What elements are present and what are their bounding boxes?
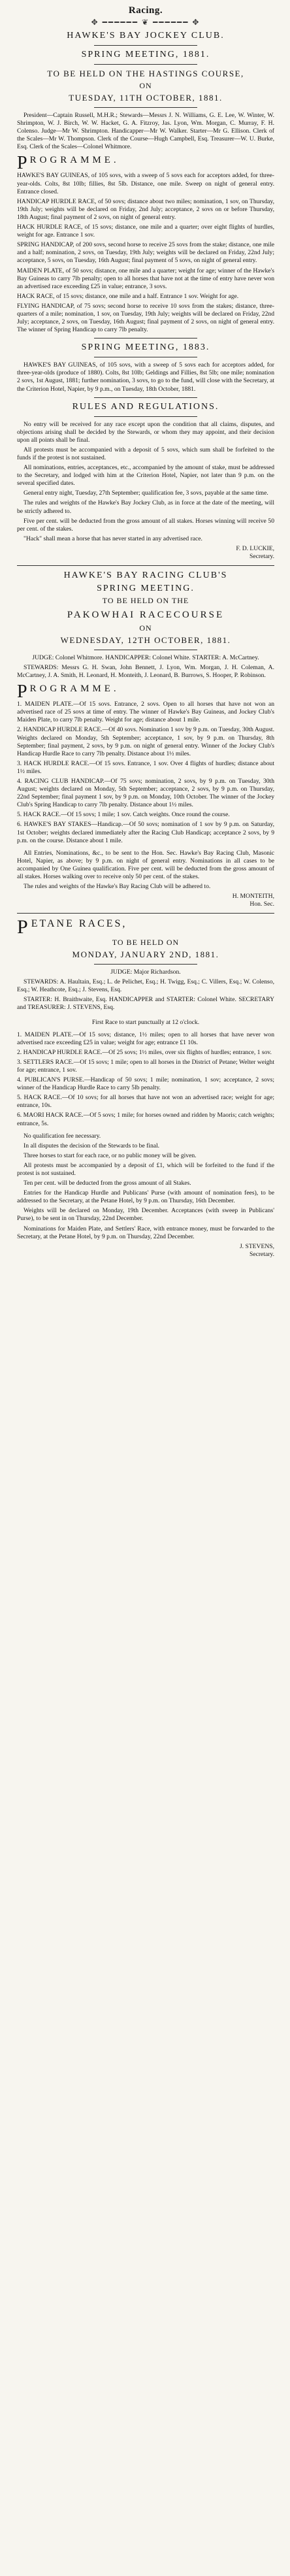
racing-stewards: STEWARDS: Messrs G. H. Swan, John Bennett, J. Lyon, Wm. Morgan, J. H. Coleman, A. McCartney, J. A. Smith, H. Leonard, H. Monteith, J. Leonard, B. Burrows, S. Hooper, P. Robinson. bbox=[17, 663, 274, 680]
section-title: Racing. bbox=[128, 5, 163, 16]
signature-role: Hon. Sec. bbox=[250, 900, 274, 908]
future-meeting-title: SPRING MEETING, 1883. bbox=[81, 342, 210, 353]
rule-item: General entry night, Tuesday, 27th September; qualification fee, 3 sovs, payable at the same time. bbox=[24, 489, 268, 497]
rule-item: No qualification fee necessary. bbox=[24, 1132, 101, 1140]
petane-officials: STARTER: H. Braithwaite, Esq. HANDICAPPER and STARTER: Colonel White. SECRETARY and TREASURER: J. STEVENS, Esq. bbox=[17, 996, 274, 1012]
divider bbox=[94, 338, 197, 339]
rule-item: In all disputes the decision of the Stewards to be final. bbox=[24, 1142, 160, 1149]
rule-item: Ten per cent. will be deducted from the gross amount of all Stakes. bbox=[24, 1180, 191, 1187]
race-entry: 1. MAIDEN PLATE.—Of 15 sovs. Entrance, 2 sovs. Open to all horses that have not won an advertised race of 25 sovs at time of entry. The winner of Hawke's Bay Guineas, and Jockey Club's Maiden Plate, to carry 7lb penalty. Weight for age; distance about 1 mile. bbox=[17, 701, 274, 724]
race-entry: FLYING HANDICAP, of 75 sovs; second horse to receive 10 sovs from the stakes; distance, three-quarters of a mile; nomination, 1 sov, on Tuesday, 19th July; weights will be declared on Friday, 22nd July; acceptance, 2 sovs, on Tuesday, 16th August; final payment of 2 sovs, on night of general entry. The winner of Spring Handicap to carry 7lb penalty. bbox=[17, 302, 274, 334]
rule-item: All protests must be accompanied with a deposit of 5 sovs, which sum shall be forfeited to the funds if the protest is not sustained. bbox=[17, 446, 274, 461]
rule-item: Entries for the Handicap Hurdle and Publicans' Purse (with amount of nomination fees), to be addressed to the Secretary, at the Petane Hotel, by 9 p.m. on Thursday, 16th December. bbox=[17, 1189, 274, 1205]
ornament-divider: ✥ ━━━━━━ ❦ ━━━━━━ ✥ bbox=[91, 18, 201, 27]
racing-club-name: HAWKE'S BAY RACING CLUB'S bbox=[63, 570, 228, 580]
rule-item: Five per cent. will be deducted from the gross amount of all stakes. Horses winning will receive 50 per cent. of the stakes. bbox=[17, 517, 274, 533]
signature-name: J. STEVENS, bbox=[239, 1242, 274, 1250]
race-entry: 5. HACK RACE.—Of 15 sovs; 1 mile; 1 sov. Catch weights. Once round the course. bbox=[17, 811, 230, 819]
race-entry: 6. HAWKE'S BAY STAKES—Handicap.—Of 50 sovs; nomination of 1 sov by 9 p.m. on Saturday, 1st October; weights declared immediately after the Racing Club Handicap; acceptance 2 sovs, by 9 p.m. on the course. Distance about 1 mile. bbox=[17, 821, 274, 844]
jockey-programme-heading bbox=[17, 153, 274, 174]
jockey-meeting-title: SPRING MEETING, 1881. bbox=[81, 50, 210, 59]
petane-held-on: TO BE HELD ON bbox=[112, 938, 180, 948]
divider bbox=[94, 107, 197, 108]
race-entry: 2. HANDICAP HURDLE RACE.—Of 40 sovs. Nomination 1 sov by 9 p.m. on Tuesday, 30th August. Weights declared on Monday, 5th September; acceptance, 1 sov, by 9 p.m. on Thursday, 8th September; final payment, 2 sovs, by 9 p.m. on night of general entry. Winner of the Jockey Club's Handicap Hurdle Race to carry 7lb penalty. Distance about 1½ miles. bbox=[17, 726, 274, 757]
drop-cap: P bbox=[17, 916, 28, 938]
race-entry: 4. RACING CLUB HANDICAP.—Of 75 sovs; nomination, 2 sovs, by 9 p.m. on Tuesday, 30th August; weights declared on Monday, 5th September; acceptance, 2 sovs, by 9 p.m. on Thursday, 22nd September; final payment 1 sov, by 9 p.m. on Monday, 10th October. The winner of the Jockey Club's Spring Handicap to carry 7lb penalty. Distance about 1½ miles. bbox=[17, 777, 274, 809]
rule-item: Nominations for Maiden Plate, and Settlers' Race, with entrance money, must be forwarded to the Secretary, at the Petane Hotel, by 9 p.m. on Thursday, 22nd December. bbox=[17, 1225, 274, 1240]
petane-title-text: ETANE RACES, bbox=[31, 918, 127, 930]
rules-title: RULES AND REGULATIONS. bbox=[72, 401, 219, 412]
advert-divider bbox=[17, 565, 274, 566]
jockey-on: ON bbox=[139, 81, 152, 90]
future-race-entry: HAWKE'S BAY GUINEAS, of 105 sovs, with a sweep of 5 sovs each for acceptors added, for three-year-olds (produce of 1880). Colts, 8st 10lb; Geldings and Fillies, 8st 5lb; one mile; nomination 2 sovs, 1st August, 1881; further nomination, 3 sovs, to go to the fund, will close with the Secretary, at the Criterion Hotel, Napier, by 9 p.m., on Tuesday, 18th October, 1881. bbox=[17, 361, 274, 393]
petane-judge: JUDGE: Major Richardson. bbox=[110, 968, 181, 976]
rule-item: Weights will be declared on Monday, 19th December. Acceptances (with sweep in Publicans' Purse), to be sent in on Thursday, 22nd December. bbox=[17, 1207, 274, 1223]
race-entry: 2. HANDICAP HURDLE RACE.—Of 25 sovs; 1½ miles, over six flights of hurdles; entrance, 1 sov. bbox=[17, 1048, 272, 1056]
racing-note: The rules and weights of the Hawke's Bay Racing Club will be adhered to. bbox=[24, 883, 211, 891]
advert-divider bbox=[17, 913, 274, 914]
divider bbox=[94, 45, 197, 46]
petane-signature bbox=[17, 1243, 274, 1259]
racing-held-on: TO BE HELD ON THE bbox=[102, 595, 189, 605]
race-entry: MAIDEN PLATE, of 50 sovs; distance, one mile and a quarter; weight for age; winner of the Hawke's Bay Guineas to carry 7lb penalty; open to all horses that have not at the time of entry have never won an advertised race exceeding £25 in value; entrance, 3 sovs. bbox=[17, 267, 274, 290]
racing-signature bbox=[17, 893, 274, 908]
racing-on: ON bbox=[139, 623, 152, 633]
drop-cap: P bbox=[17, 682, 27, 702]
divider bbox=[94, 964, 197, 965]
petane-date: MONDAY, JANUARY 2ND, 1881. bbox=[72, 949, 219, 960]
jockey-held-on: TO BE HELD ON THE HASTINGS COURSE, bbox=[47, 69, 244, 78]
petane-stewards: STEWARDS: A. Haultain, Esq.; L. de Pelichet, Esq.; H. Twigg, Esq.; C. Villers, Esq.; W. Colenso, Esq.; W. Heathcote, Esq.; J. Stevens, Esq. bbox=[17, 978, 274, 994]
race-entry: 6. MAORI HACK RACE.—Of 5 sovs; 1 mile; for horses owned and ridden by Maoris; catch weights; entrance, 5s. bbox=[17, 1112, 274, 1127]
rule-item: The rules and weights of the Hawke's Bay Jockey Club, as in force at the date of the meeting, will be strictly adhered to. bbox=[17, 499, 274, 515]
jockey-signature bbox=[17, 545, 274, 561]
racing-officials: JUDGE: Colonel Whitmore. HANDICAPPER: Colonel White. STARTER: A. McCartney. bbox=[32, 653, 259, 661]
race-entry: 1. MAIDEN PLATE.—Of 15 sovs; distance, 1½ miles; open to all horses that have never won advertised race exceeding £25 in value; weight for age; entrance £1 10s. bbox=[17, 1031, 274, 1046]
race-entry: HANDICAP HURDLE RACE, of 50 sovs; distance about two miles; nomination, 1 sov, on Thursday, 19th July; weights will be declared on Friday, 2nd July; acceptance, 2 sovs on or before Thursday, 18th August; final payment of 2 sovs, on night of general entry. bbox=[17, 197, 274, 221]
petane-title bbox=[17, 916, 274, 938]
jockey-club-advert bbox=[17, 31, 274, 561]
racing-note: All Entries, Nominations, &c., to be sent to the Hon. Sec. Hawke's Bay Racing Club, Masonic Hotel, Napier, as above; by 9 p.m. on night of general entry. Nominations in all cases to be accompanied by One Guinea qualification. Five per cent. will be deducted from the gross amount of all stakes. Horses walking over to receive only 50 per cent. of the stakes. bbox=[17, 849, 274, 880]
rule-item: All nominations, entries, acceptances, etc., accompanied by the amount of stake, must be addressed to the Secretary, and lodged with him at the Criterion Hotel, Napier, not later than 9 p.m. on the several specified dates. bbox=[17, 464, 274, 487]
jockey-date: TUESDAY, 11TH OCTOBER, 1881. bbox=[69, 93, 223, 103]
race-entry: HAWKE'S BAY GUINEAS, of 105 sovs, with a sweep of 5 sovs each for acceptors added, for three-year-olds. Colts, 8st 10lb; fillies, 8st 5lb. Distance, one mile. Sweep on night of general entry. Entrance closed. bbox=[17, 172, 274, 195]
racing-club-advert bbox=[17, 570, 274, 908]
rule-item: Three horses to start for each race, or no public money will be given. bbox=[24, 1151, 197, 1159]
signature-name: F. D. LUCKIE, bbox=[236, 544, 274, 552]
signature-name: H. MONTEITH, bbox=[232, 893, 274, 900]
signature-role: Secretary. bbox=[250, 1250, 274, 1258]
race-entry: 4. PUBLICAN'S PURSE.—Handicap of 50 sovs; 1 mile; nomination, 1 sov; acceptance, 2 sovs; winner of the Handicap Hurdle Race to carry 5lb penalty. bbox=[17, 1076, 274, 1092]
programme-heading-text: ROGRAMME. bbox=[29, 684, 120, 695]
divider bbox=[94, 64, 197, 65]
racing-club-meeting: SPRING MEETING. bbox=[97, 583, 195, 593]
race-entry: 3. SETTLERS RACE.—Of 15 sovs; 1 mile; open to all horses in the District of Petane; Welter weight for age; entrance, 1 sov. bbox=[17, 1058, 274, 1074]
drop-cap: P bbox=[17, 153, 27, 174]
jockey-club-name: HAWKE'S BAY JOCKEY CLUB. bbox=[67, 31, 225, 41]
divider bbox=[94, 416, 197, 417]
race-entry: HACK RACE, of 15 sovs; distance, one mile and a half. Entrance 1 sov. Weight for age. bbox=[17, 292, 239, 300]
jockey-officials: President—Captain Russell, M.H.R.; Stewards—Messrs J. N. Williams, G. E. Lee, W. Winter, W. Shrimpton, W. J. Birch, W. W. Hacket, G. A. Fitzroy, Jas. Lyon, Wm. Morgan, C. Murray, F. H. Colenso. Judge—Mr W. Shrimpton. Handicapper—Mr W. Walker. Starter—Mr G. Ellison. Clerk of the Scales—Mr W. Thompson. Clerk of the Course—Hugh Campbell, Esq. Treasurer—W. U. Burke, Esq. Clerk of the Scales—Colonel Whitmore. bbox=[17, 112, 274, 151]
petane-first-race: First Race to start punctually at 12 o'clock. bbox=[91, 1018, 200, 1026]
programme-heading-text: ROGRAMME. bbox=[29, 155, 120, 166]
signature-role: Secretary. bbox=[250, 552, 274, 560]
petane-advert bbox=[17, 918, 274, 1259]
racing-date: WEDNESDAY, 12TH OCTOBER, 1881. bbox=[60, 635, 231, 645]
racing-programme-heading bbox=[17, 682, 274, 702]
race-entry: 5. HACK RACE.—Of 10 sovs; for all horses that have not won an advertised race; weight for age; entrance, 10s. bbox=[17, 1094, 274, 1110]
race-entry: HACK HURDLE RACE, of 15 sovs; distance, one mile and a quarter; over eight flights of hurdles, weight for age. Entrance 1 sov. bbox=[17, 223, 274, 239]
race-entry: 3. HACK HURDLE RACE.—Of 15 sovs. Entrance, 1 sov. Over 4 flights of hurdles; distance about 1½ miles. bbox=[17, 759, 274, 775]
rule-item: "Hack" shall mean a horse that has never started in any advertised race. bbox=[24, 535, 202, 542]
rule-item: No entry will be received for any race except upon the condition that all claims, disputes, and objections arising shall be decided by the Stewards, or whom they may appoint, and their decision upon all points shall be final. bbox=[17, 420, 274, 444]
divider bbox=[94, 397, 197, 398]
race-entry: SPRING HANDICAP, of 200 sovs, second horse to receive 25 sovs from the stake; distance, one mile and a half; nomination, 2 sovs, on Tuesday, 19th July; weights will be declared on Friday, 22nd July; acceptance, 5 sovs, on Tuesday, 16th August; final payment of 5 sovs, on night of general entry. bbox=[17, 241, 274, 265]
racing-course-name: PAKOWHAI RACECOURSE bbox=[67, 609, 225, 620]
rule-item: All protests must be accompanied by a deposit of £1, which will be forfeited to the fund if the protest is not sustained. bbox=[17, 1161, 274, 1177]
